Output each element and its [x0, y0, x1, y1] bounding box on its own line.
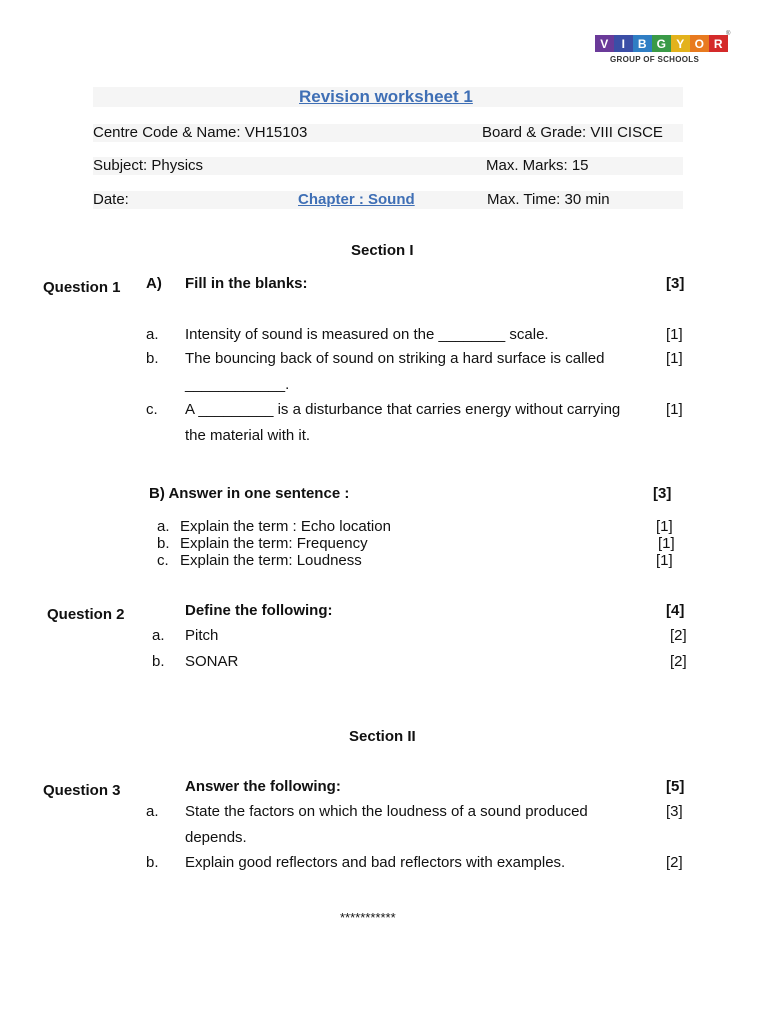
item-letter: a.	[146, 326, 159, 343]
part-marks: [3]	[666, 275, 685, 292]
logo-subtitle: GROUP OF SCHOOLS	[610, 55, 700, 64]
item-text: Explain good reflectors and bad reflectors with examples.	[185, 854, 566, 871]
item-marks: [1]	[658, 535, 675, 552]
question-label: Question 3	[43, 782, 121, 799]
item-text-cont: depends.	[185, 829, 247, 846]
centre-code: Centre Code & Name: VH15103	[93, 124, 308, 141]
part-marks: [4]	[666, 602, 685, 619]
item-marks: [1]	[666, 401, 683, 418]
logo-letters	[595, 35, 730, 52]
item-text: Explain the term : Echo location	[180, 518, 391, 535]
item-letter: c.	[146, 401, 158, 418]
item-letter: a.	[157, 518, 170, 535]
part-marks: [3]	[653, 485, 672, 502]
question-label: Question 1	[43, 279, 121, 296]
item-letter: b.	[157, 535, 170, 552]
item-text: Explain the term: Loudness	[180, 552, 362, 569]
worksheet-title: Revision worksheet 1	[299, 87, 473, 106]
item-text: The bouncing back of sound on striking a hard surface is called	[185, 350, 605, 367]
max-time: Max. Time: 30 min	[487, 191, 610, 208]
item-letter: b.	[146, 350, 159, 367]
item-text-cont: ____________.	[185, 376, 290, 393]
part-heading: B) Answer in one sentence :	[149, 485, 350, 502]
item-letter: b.	[152, 653, 165, 670]
item-text: SONAR	[185, 653, 239, 670]
max-marks: Max. Marks: 15	[486, 157, 589, 174]
logo-letter: Y	[671, 35, 690, 52]
vibgyor-logo	[595, 31, 731, 67]
chapter-link[interactable]: Chapter : Sound	[298, 191, 415, 208]
item-text: A _________ is a disturbance that carries energy without carrying	[185, 401, 621, 418]
item-letter: a.	[152, 627, 165, 644]
logo-letter: V	[595, 35, 614, 52]
item-marks: [1]	[666, 326, 683, 343]
item-letter: a.	[146, 803, 159, 820]
logo-letter: B	[633, 35, 652, 52]
part-marks: [5]	[666, 778, 685, 795]
item-text-cont: the material with it.	[185, 427, 311, 444]
item-marks: [1]	[666, 350, 683, 367]
item-marks: [2]	[666, 854, 683, 871]
board-grade: Board & Grade: VIII CISCE	[482, 124, 663, 141]
item-text: Intensity of sound is measured on the ________ scale.	[185, 326, 549, 343]
part-letter: A)	[146, 275, 162, 292]
logo-letter: R	[709, 35, 728, 52]
subject: Subject: Physics	[93, 157, 204, 174]
part-heading: Answer the following:	[185, 778, 341, 795]
date-label: Date:	[93, 191, 129, 208]
registered-mark: ®	[726, 31, 731, 37]
logo-letter: I	[614, 35, 633, 52]
part-heading: Fill in the blanks:	[185, 275, 308, 292]
item-marks: [2]	[670, 653, 687, 670]
section-title: Section II	[349, 728, 416, 745]
item-marks: [1]	[656, 518, 673, 535]
part-heading: Define the following:	[185, 602, 333, 619]
item-marks: [1]	[656, 552, 673, 569]
item-letter: b.	[146, 854, 159, 871]
question-label: Question 2	[47, 606, 125, 623]
end-stars: ***********	[340, 910, 396, 925]
logo-letter: O	[690, 35, 709, 52]
item-text: Explain the term: Frequency	[180, 535, 368, 552]
item-marks: [2]	[670, 627, 687, 644]
item-marks: [3]	[666, 803, 683, 820]
logo-letter: G	[652, 35, 671, 52]
item-text: Pitch	[185, 627, 219, 644]
item-letter: c.	[157, 552, 169, 569]
section-title: Section I	[351, 242, 414, 259]
item-text: State the factors on which the loudness of a sound produced	[185, 803, 588, 820]
